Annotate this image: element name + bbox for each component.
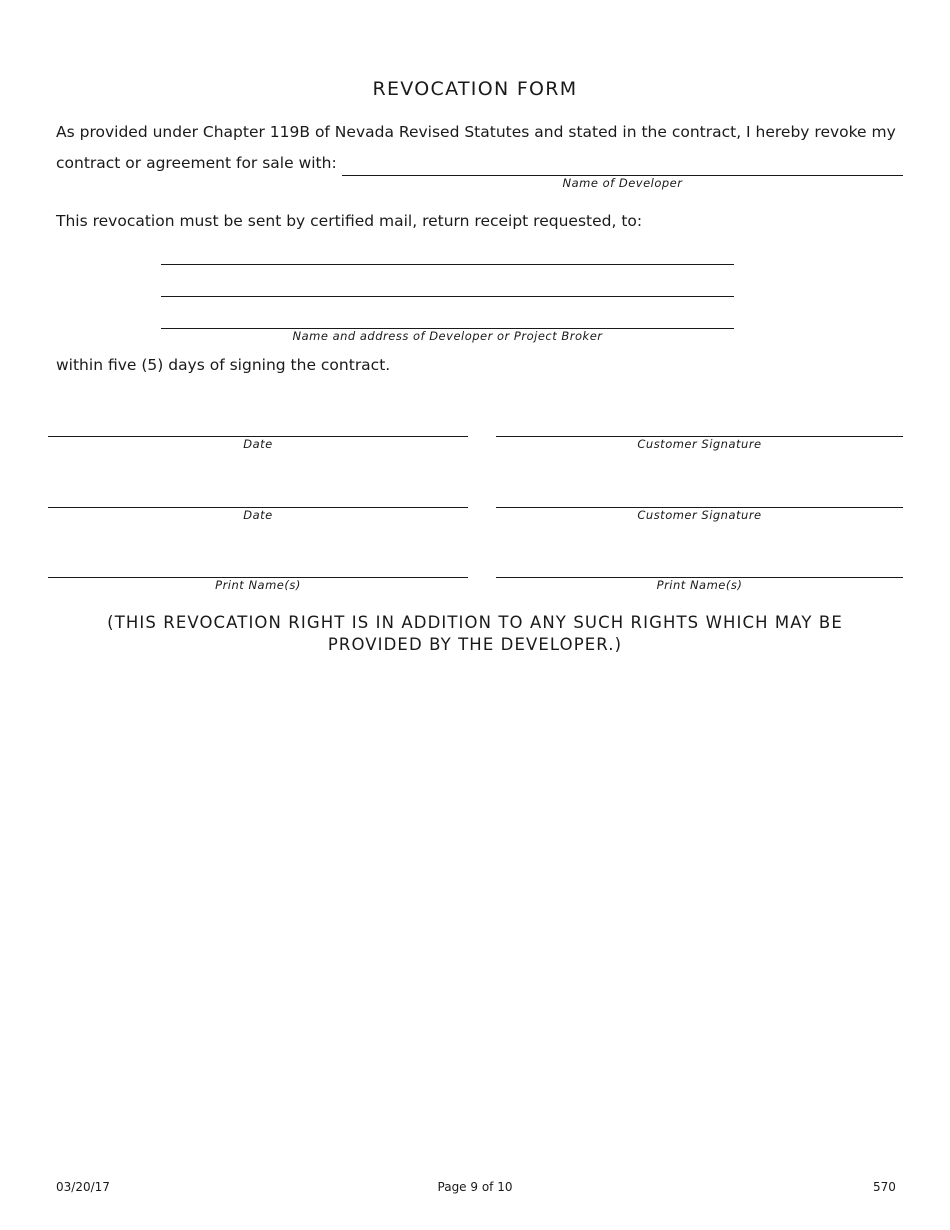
address-line-2[interactable] — [161, 296, 734, 297]
date-caption-1: Date — [243, 437, 273, 451]
address-line-1[interactable] — [161, 264, 734, 265]
footer-date: 03/20/17 — [56, 1180, 110, 1194]
print-name-caption-1: Print Name(s) — [215, 578, 301, 592]
page-title: REVOCATION FORM — [372, 78, 578, 100]
mail-instruction: This revocation must be sent by certified mail, return receipt requested, to: — [56, 212, 643, 230]
notice-line-2: PROVIDED BY THE DEVELOPER.) — [327, 635, 623, 654]
print-name-caption-2: Print Name(s) — [656, 578, 743, 592]
date-caption-2: Date — [243, 508, 273, 522]
customer-signature-caption-2: Customer Signature — [637, 508, 762, 522]
developer-name-caption: Name of Developer — [562, 176, 683, 190]
footer-page-number: Page 9 of 10 — [437, 1180, 513, 1194]
address-caption: Name and address of Developer or Project Broker — [292, 329, 603, 343]
footer-form-number: 570 — [873, 1180, 896, 1194]
customer-signature-caption-1: Customer Signature — [637, 437, 762, 451]
intro-paragraph — [56, 117, 916, 179]
notice-line-1: (THIS REVOCATION RIGHT IS IN ADDITION TO ANY SUCH RIGHTS WHICH MAY BE — [107, 613, 843, 632]
intro-line-1: As provided under Chapter 119B of Nevada Revised Statutes and stated in the contract, I hereby revoke my — [56, 123, 896, 141]
intro-line-2: contract or agreement for sale with: — [56, 154, 337, 172]
revocation-notice — [60, 612, 890, 656]
deadline-text: within five (5) days of signing the contract. — [56, 356, 391, 374]
